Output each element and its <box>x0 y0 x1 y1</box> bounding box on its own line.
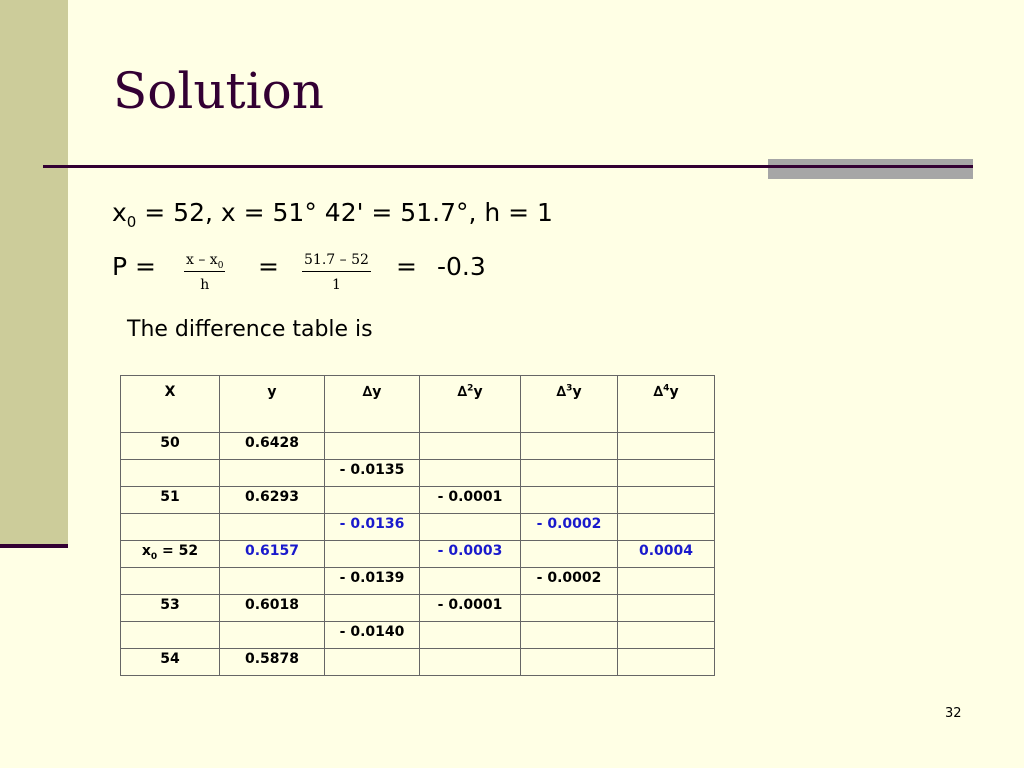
table-cell <box>325 649 420 676</box>
table-cell <box>618 433 715 460</box>
table-row <box>121 460 715 487</box>
difference-table <box>120 375 715 676</box>
table-cell-highlight: 0.6157 <box>220 541 325 568</box>
table-cell <box>121 460 220 487</box>
fraction-values: $\frac{51.7 - 52}{1}$ <box>304 252 369 293</box>
table-cell: - 0.0001 <box>420 487 521 514</box>
table-row-x0 <box>121 541 715 568</box>
table-cell <box>325 487 420 514</box>
table-row <box>121 622 715 649</box>
table-caption: The difference table is <box>127 317 373 342</box>
table-row <box>121 487 715 514</box>
table-cell-highlight: - 0.0003 <box>420 541 521 568</box>
table-cell <box>420 568 521 595</box>
page-number: 32 <box>945 706 962 721</box>
table-cell: - 0.0139 <box>325 568 420 595</box>
header-y: y <box>220 376 325 433</box>
table-cell-highlight: - 0.0002 <box>521 514 618 541</box>
table-cell-highlight: - 0.0136 <box>325 514 420 541</box>
table-cell <box>420 649 521 676</box>
table-cell <box>420 460 521 487</box>
header-x: X <box>121 376 220 433</box>
p-label: P = <box>112 252 156 281</box>
table-cell <box>618 568 715 595</box>
given-values: $x_0 = 52$, x = 51° 42' = 51.7°, h = 1 <box>112 198 553 231</box>
table-row <box>121 514 715 541</box>
table-cell: 54 <box>121 649 220 676</box>
table-cell <box>325 595 420 622</box>
table-cell <box>521 622 618 649</box>
slide-title: Solution <box>113 62 324 120</box>
table-cell: 0.6018 <box>220 595 325 622</box>
p-result: -0.3 <box>437 252 486 281</box>
table-cell <box>325 433 420 460</box>
table-cell <box>325 541 420 568</box>
header-delta2-y: ∆$^2$y <box>420 376 521 433</box>
side-rule <box>0 544 68 548</box>
table-cell <box>618 649 715 676</box>
table-cell <box>521 487 618 514</box>
table-row <box>121 433 715 460</box>
table-cell <box>220 622 325 649</box>
table-cell <box>521 595 618 622</box>
table-cell: 50 <box>121 433 220 460</box>
table-row <box>121 649 715 676</box>
table-cell <box>521 460 618 487</box>
table-cell: 51 <box>121 487 220 514</box>
table-cell: - 0.0001 <box>420 595 521 622</box>
table-row <box>121 595 715 622</box>
table-cell <box>420 433 521 460</box>
table-cell: 0.6428 <box>220 433 325 460</box>
table-cell <box>121 514 220 541</box>
equals-sign-2: = <box>396 252 417 281</box>
table-header-row <box>121 376 715 433</box>
table-cell <box>618 487 715 514</box>
title-accent-bar <box>768 159 973 179</box>
table-cell: 53 <box>121 595 220 622</box>
table-cell <box>220 460 325 487</box>
table-cell: 0.6293 <box>220 487 325 514</box>
table-cell <box>420 514 521 541</box>
table-cell <box>618 622 715 649</box>
title-divider <box>43 165 973 168</box>
table-cell <box>618 595 715 622</box>
table-cell <box>121 622 220 649</box>
table-cell-x0: $x_0 = 52$ <box>121 541 220 568</box>
table-cell-highlight: 0.0004 <box>618 541 715 568</box>
table-cell <box>121 568 220 595</box>
header-delta4-y: ∆$^4$y <box>618 376 715 433</box>
table-cell <box>521 541 618 568</box>
table-cell: - 0.0135 <box>325 460 420 487</box>
side-band <box>0 0 68 546</box>
table-cell <box>521 649 618 676</box>
header-delta3-y: ∆$^3$y <box>521 376 618 433</box>
table-cell <box>220 514 325 541</box>
table-cell: 0.5878 <box>220 649 325 676</box>
table-cell <box>220 568 325 595</box>
table-cell: - 0.0140 <box>325 622 420 649</box>
fraction-formula: $\frac{x - x_0}{h}$ <box>186 252 224 293</box>
header-delta-y: ∆y <box>325 376 420 433</box>
table-cell <box>618 460 715 487</box>
table-cell <box>521 433 618 460</box>
table-row <box>121 568 715 595</box>
table-cell: - 0.0002 <box>521 568 618 595</box>
equals-sign: = <box>258 252 279 281</box>
table-cell <box>618 514 715 541</box>
table-cell <box>420 622 521 649</box>
